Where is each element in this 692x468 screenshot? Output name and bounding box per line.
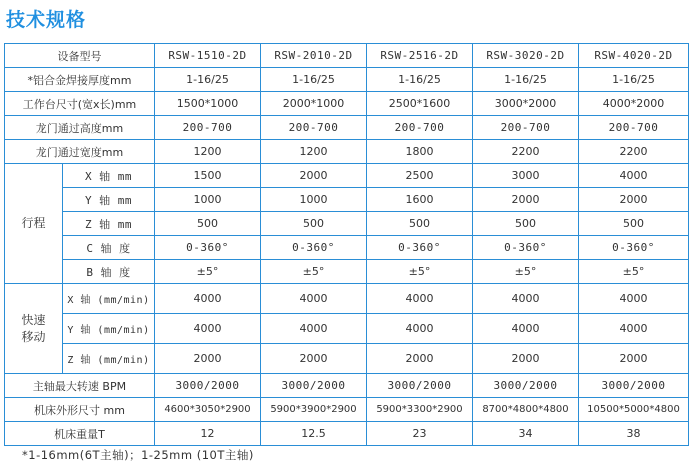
- table-cell: ±5°: [579, 260, 689, 284]
- table-cell: 200-700: [367, 116, 473, 140]
- table-row: [5, 164, 689, 188]
- table-row: [5, 284, 689, 314]
- table-cell: 0-360°: [367, 236, 473, 260]
- spec-table: [4, 43, 689, 446]
- table-cell: 2000: [579, 344, 689, 374]
- table-cell: 4000: [579, 164, 689, 188]
- table-cell: 500: [367, 212, 473, 236]
- row-label: Y 轴 mm: [63, 188, 155, 212]
- table-cell: 12: [155, 422, 261, 446]
- table-cell: 5900*3900*2900: [261, 398, 367, 422]
- table-cell: 200-700: [261, 116, 367, 140]
- table-row: [5, 140, 689, 164]
- header-cell: RSW-4020-2D: [579, 44, 689, 68]
- row-label: C 轴 度: [63, 236, 155, 260]
- table-cell: 2000: [473, 344, 579, 374]
- table-cell: ±5°: [473, 260, 579, 284]
- header-cell: RSW-3020-2D: [473, 44, 579, 68]
- row-label: 龙门通过高度mm: [5, 116, 155, 140]
- table-cell: 4000: [473, 314, 579, 344]
- table-cell: 2500: [367, 164, 473, 188]
- table-cell: 2000: [473, 188, 579, 212]
- table-cell: 3000: [473, 164, 579, 188]
- table-cell: 2000: [367, 344, 473, 374]
- row-label: 龙门通过宽度mm: [5, 140, 155, 164]
- table-cell: 4600*3050*2900: [155, 398, 261, 422]
- table-cell: 4000: [261, 314, 367, 344]
- table-row: [5, 68, 689, 92]
- row-label: 工作台尺寸(宽x长)mm: [5, 92, 155, 116]
- row-label: X 轴 (mm/min): [63, 284, 155, 314]
- table-cell: 2200: [579, 140, 689, 164]
- table-cell: 500: [473, 212, 579, 236]
- table-cell: 3000/2000: [367, 374, 473, 398]
- table-row: [5, 188, 689, 212]
- table-header-row: [5, 44, 689, 68]
- table-cell: 4000: [155, 284, 261, 314]
- table-row: [5, 344, 689, 374]
- table-cell: 1200: [155, 140, 261, 164]
- table-row: [5, 260, 689, 284]
- table-row: [5, 212, 689, 236]
- table-cell: 5900*3300*2900: [367, 398, 473, 422]
- table-cell: ±5°: [155, 260, 261, 284]
- table-cell: 1200: [261, 140, 367, 164]
- table-cell: 3000/2000: [261, 374, 367, 398]
- row-label: 主轴最大转速 BPM: [5, 374, 155, 398]
- table-cell: ±5°: [367, 260, 473, 284]
- table-cell: 3000*2000: [473, 92, 579, 116]
- table-cell: 2000: [155, 344, 261, 374]
- row-label: X 轴 mm: [63, 164, 155, 188]
- group-label-rapid: [5, 284, 63, 374]
- table-cell: 4000: [367, 284, 473, 314]
- table-cell: 38: [579, 422, 689, 446]
- table-cell: 34: [473, 422, 579, 446]
- table-cell: 2200: [473, 140, 579, 164]
- table-cell: 1500: [155, 164, 261, 188]
- table-cell: 0-360°: [155, 236, 261, 260]
- table-cell: 8700*4800*4800: [473, 398, 579, 422]
- group-label-line: 快速: [21, 312, 46, 327]
- table-cell: 4000: [261, 284, 367, 314]
- footnote: *1-16mm(6T主轴)；1-25mm (10T主轴): [22, 448, 254, 462]
- row-label: B 轴 度: [63, 260, 155, 284]
- table-row: [5, 92, 689, 116]
- header-cell: RSW-1510-2D: [155, 44, 261, 68]
- table-cell: 200-700: [473, 116, 579, 140]
- table-row: [5, 116, 689, 140]
- table-row: [5, 314, 689, 344]
- table-cell: 2000: [261, 344, 367, 374]
- table-cell: 10500*5000*4800: [579, 398, 689, 422]
- header-cell: 设备型号: [5, 44, 155, 68]
- table-cell: 1800: [367, 140, 473, 164]
- table-row: [5, 398, 689, 422]
- table-cell: 4000: [473, 284, 579, 314]
- table-cell: 4000*2000: [579, 92, 689, 116]
- table-cell: ±5°: [261, 260, 367, 284]
- table-cell: 1600: [367, 188, 473, 212]
- table-cell: 0-360°: [473, 236, 579, 260]
- row-label: Y 轴 (mm/min): [63, 314, 155, 344]
- table-cell: 0-360°: [261, 236, 367, 260]
- row-label: Z 轴 (mm/min): [63, 344, 155, 374]
- table-cell: 500: [261, 212, 367, 236]
- row-label: 机床外形尺寸 mm: [5, 398, 155, 422]
- table-cell: 1500*1000: [155, 92, 261, 116]
- table-cell: 4000: [579, 284, 689, 314]
- table-cell: 1-16/25: [155, 68, 261, 92]
- table-cell: 1000: [155, 188, 261, 212]
- table-cell: 12.5: [261, 422, 367, 446]
- table-cell: 1000: [261, 188, 367, 212]
- table-cell: 3000/2000: [579, 374, 689, 398]
- table-cell: 4000: [367, 314, 473, 344]
- table-cell: 23: [367, 422, 473, 446]
- group-label-line: 移动: [21, 329, 46, 344]
- table-cell: 0-360°: [579, 236, 689, 260]
- table-cell: 1-16/25: [261, 68, 367, 92]
- header-cell: RSW-2010-2D: [261, 44, 367, 68]
- table-row: [5, 236, 689, 260]
- table-row: [5, 374, 689, 398]
- page-title: 技术规格: [6, 9, 87, 31]
- row-label: Z 轴 mm: [63, 212, 155, 236]
- table-cell: 1-16/25: [473, 68, 579, 92]
- table-cell: 1-16/25: [579, 68, 689, 92]
- table-cell: 3000/2000: [473, 374, 579, 398]
- group-label-travel: 行程: [5, 164, 63, 284]
- table-cell: 2000: [579, 188, 689, 212]
- table-cell: 3000/2000: [155, 374, 261, 398]
- table-cell: 1-16/25: [367, 68, 473, 92]
- table-cell: 4000: [155, 314, 261, 344]
- header-cell: RSW-2516-2D: [367, 44, 473, 68]
- table-row: [5, 422, 689, 446]
- table-cell: 2000: [261, 164, 367, 188]
- row-label: 机床重量T: [5, 422, 155, 446]
- table-cell: 4000: [579, 314, 689, 344]
- table-cell: 500: [579, 212, 689, 236]
- table-cell: 2500*1600: [367, 92, 473, 116]
- table-cell: 200-700: [579, 116, 689, 140]
- row-label: *铝合金焊接厚度mm: [5, 68, 155, 92]
- table-cell: 2000*1000: [261, 92, 367, 116]
- table-cell: 500: [155, 212, 261, 236]
- table-cell: 200-700: [155, 116, 261, 140]
